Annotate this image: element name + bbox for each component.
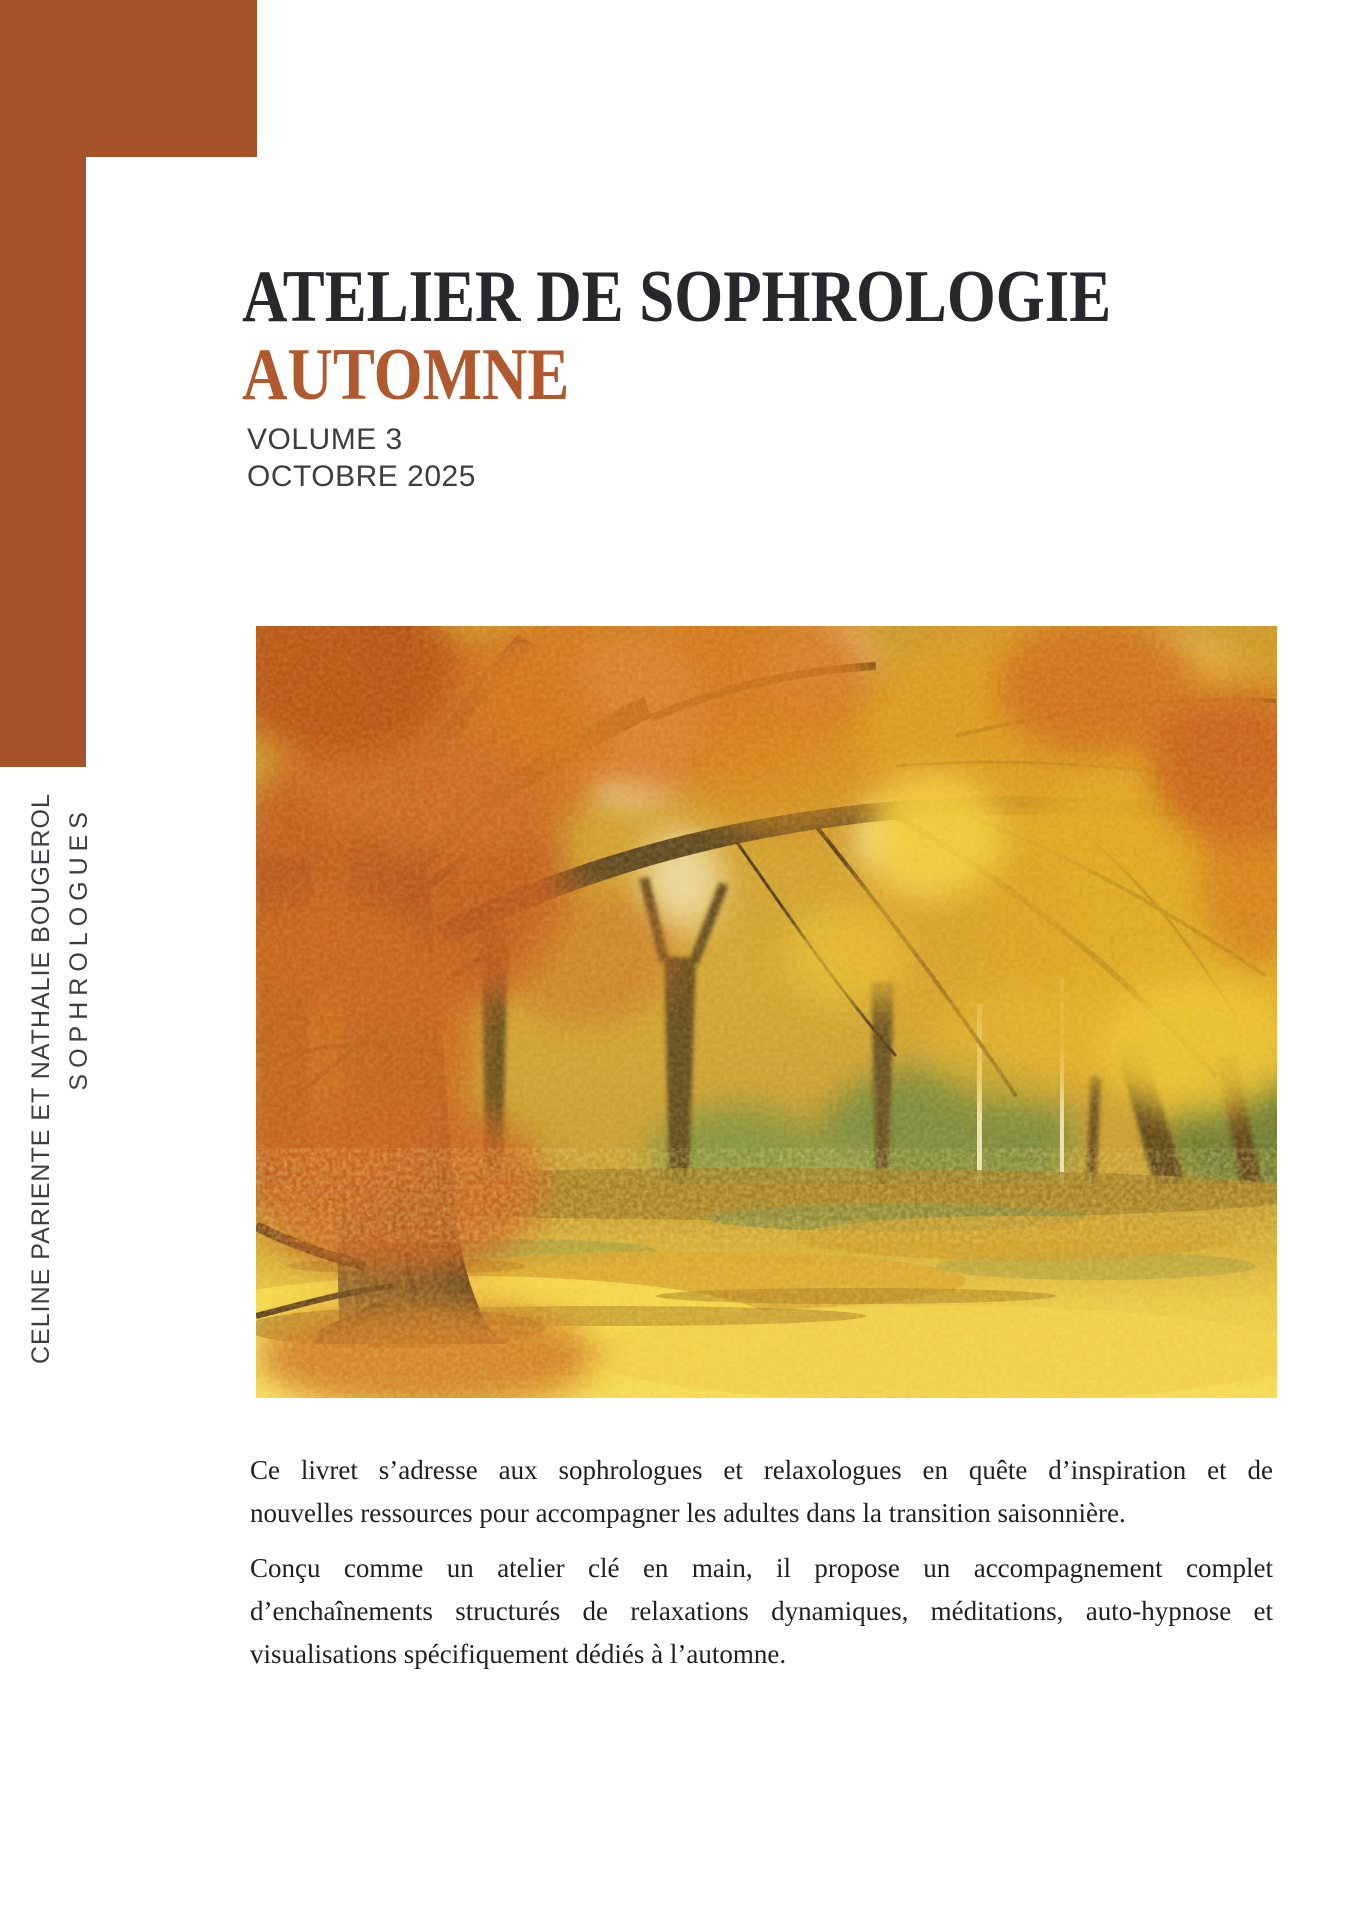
cover-photo xyxy=(256,626,1277,1398)
volume-label: VOLUME 3 xyxy=(247,423,403,456)
text-line: Conçu comme un atelier clé en main, il propose un accompagnement complet xyxy=(250,1553,1273,1583)
text-line: nouvelles ressources pour accompagner les adultes dans la transition saisonnière. xyxy=(250,1498,1126,1528)
corner-accent-bar xyxy=(0,0,86,767)
text-line: Ce livret s’adresse aux sophrologues et relaxologues en quête d’inspiration et de xyxy=(250,1455,1273,1485)
intro-text xyxy=(250,1449,1273,1688)
title-line-2: AUTOMNE xyxy=(242,334,570,416)
page-title xyxy=(242,258,1265,414)
intro-paragraph-2 xyxy=(250,1547,1273,1676)
authors-vertical-block xyxy=(22,793,98,1364)
intro-paragraph-1 xyxy=(250,1449,1273,1535)
authors-vertical-text: CELINE PARIENTE ET NATHALIE BOUGEROL xyxy=(27,793,55,1364)
title-line-1: ATELIER DE SOPHROLOGIE xyxy=(242,256,1112,338)
role-vertical-text: SOPHROLOGUES xyxy=(65,806,93,1091)
text-line: visualisations spécifiquement dédiés à l’automne. xyxy=(250,1639,787,1669)
text-line: d’enchaînements structurés de relaxations dynamiques, méditations, auto-hypnose et xyxy=(250,1596,1273,1626)
edition-meta xyxy=(247,421,476,495)
date-label: OCTOBRE 2025 xyxy=(247,460,476,493)
autumn-park-illustration xyxy=(256,626,1277,1398)
